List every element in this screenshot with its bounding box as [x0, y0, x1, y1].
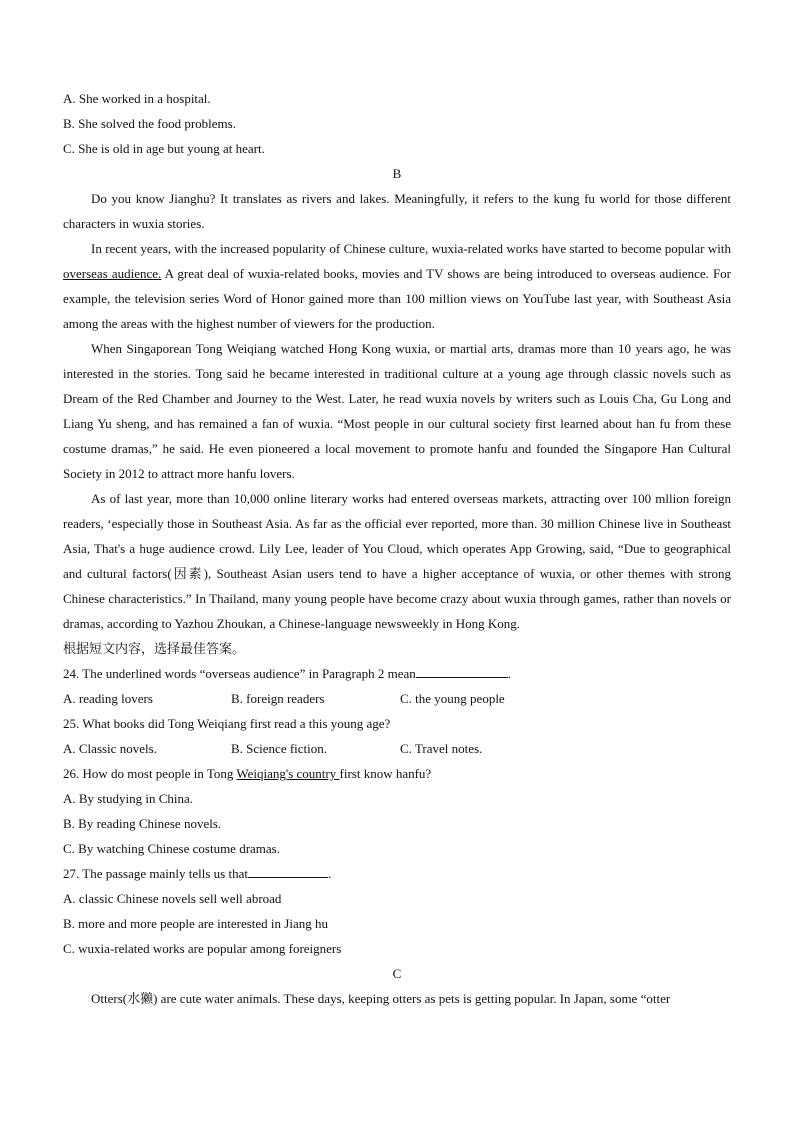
question-24-stem: 24. The underlined words “overseas audience” in Paragraph 2 mean [63, 666, 416, 681]
section-b-heading: B [392, 166, 402, 181]
q25-option-a[interactable]: A. Classic novels. [63, 741, 157, 756]
underlined-weiqiangs-country: Weiqiang's country [236, 766, 340, 781]
prev-option-c: C. She is old in age but young at heart. [63, 141, 265, 156]
section-b-paragraph-2 [63, 236, 731, 336]
section-c-paragraph-1: Otters(水獭) are cute water animals. These days, keeping otters as pets is getting popular. In Japan, some “otter [91, 991, 671, 1006]
question-26-stem-end: first know hanfu? [339, 766, 432, 781]
q26-option-a[interactable]: A. By studying in China. [63, 791, 194, 806]
section-b-paragraph-4: As of last year, more than 10,000 online literary works had entered overseas markets, attracting over 100 mllion foreign readers, ‘especially those in Southeast Asia. As far as the official ever reported, more than. 30 million Chinese live in Southeast Asia, That's a huge audience crowd. Lily Lee, leader of You Cloud, which operates App Growing, said, “Due to geographical and cultural factors(因素), Southeast Asian users tend to have a higher acceptance of wuxia, or other themes with strong Chinese characteristics.” In Thailand, many young people have become crazy about wuxia through games, rather than novels or dramas, according to Yazhou Zhoukan, a Chinese-language newsweekly in Hong Kong. [63, 491, 731, 631]
q26-option-b[interactable]: B. By reading Chinese novels. [63, 816, 222, 831]
instruction-text: 根据短文内容，选择最佳答案。 [63, 641, 246, 656]
question-27-end: . [327, 866, 332, 881]
underlined-overseas-audience: overseas audience. [63, 266, 162, 281]
q24-option-c[interactable]: C. the young people [400, 691, 505, 706]
question-24 [63, 661, 731, 686]
q25-option-b[interactable]: B. Science fiction. [231, 741, 328, 756]
question-26 [63, 761, 731, 786]
q26-option-c[interactable]: C. By watching Chinese costume dramas. [63, 841, 280, 856]
question-27 [63, 861, 731, 886]
question-24-end: . [507, 666, 512, 681]
paragraph-2-text-start: In recent years, with the increased popularity of Chinese culture, wuxia-related works have started to become popular with [91, 241, 731, 256]
question-27-stem: 27. The passage mainly tells us that [63, 866, 248, 881]
question-26-stem-start: 26. How do most people in Tong [63, 766, 237, 781]
q24-option-b[interactable]: B. foreign readers [231, 691, 325, 706]
question-25-options [63, 736, 731, 761]
section-b-paragraph-1: Do you know Jianghu? It translates as rivers and lakes. Meaningfully, it refers to the kung fu world for those different characters in wuxia stories. [63, 191, 731, 231]
question-25: 25. What books did Tong Weiqiang first read a this young age? [63, 716, 391, 731]
section-c-heading: C [392, 966, 402, 981]
prev-option-a: A. She worked in a hospital. [63, 91, 211, 106]
q27-option-b[interactable]: B. more and more people are interested in Jiang hu [63, 916, 328, 931]
paragraph-2-text-end: A great deal of wuxia-related books, movies and TV shows are being introduced to overseas audience. For example, the television series Word of Honor gained more than 100 million views on YouTube last year, with Southeast Asia among the areas with the highest number of viewers for the production. [63, 266, 732, 331]
question-24-options [63, 686, 731, 711]
q24-option-a[interactable]: A. reading lovers [63, 691, 153, 706]
q27-option-a[interactable]: A. classic Chinese novels sell well abroad [63, 891, 282, 906]
exam-page [63, 86, 731, 1011]
q25-option-c[interactable]: C. Travel notes. [400, 741, 483, 756]
section-b-paragraph-3: When Singaporean Tong Weiqiang watched Hong Kong wuxia, or martial arts, dramas more than 10 years ago, he was interested in the stories. Tong said he became interested in traditional culture at a young age through classic novels such as Dream of the Red Chamber and Journey to the West. Later, he read wuxia novels by writers such as Louis Cha, Gu Long and Liang Yu sheng, and has remained a fan of wuxia. “Most people in our cultural society first learned about han fu from these costume dramas,” he said. He even pioneered a local movement to promote hanfu and founded the Singapore Han Cultural Society in 2012 to attract more hanfu lovers. [63, 341, 731, 481]
prev-option-b: B. She solved the food problems. [63, 116, 236, 131]
q27-option-c[interactable]: C. wuxia-related works are popular among foreigners [63, 941, 342, 956]
answer-blank-27[interactable] [248, 865, 328, 878]
answer-blank-24[interactable] [416, 665, 508, 678]
